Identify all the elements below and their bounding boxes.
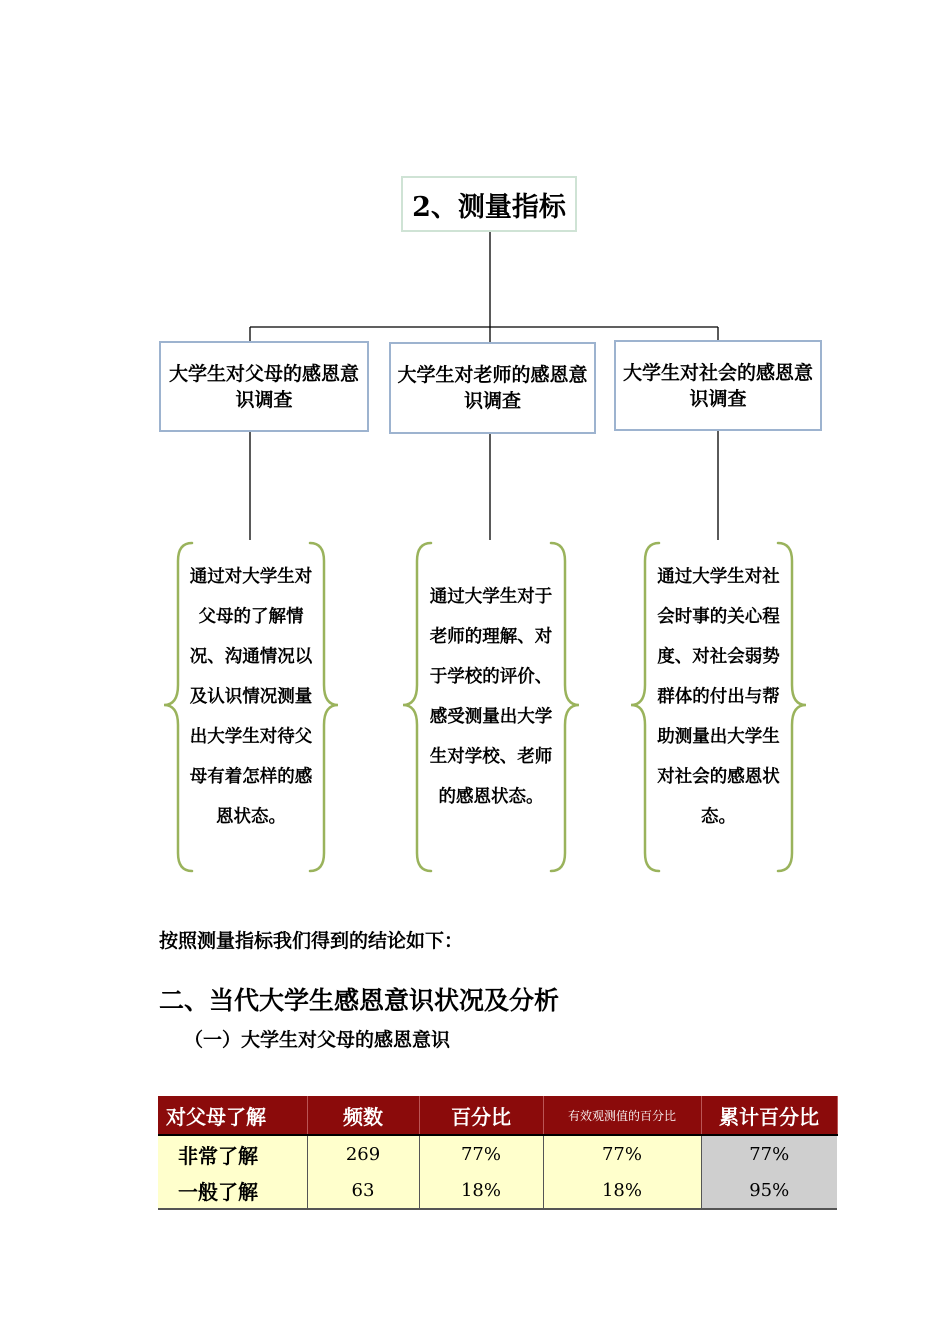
table-cell: 18% — [543, 1172, 701, 1209]
table-cell: 18% — [419, 1172, 543, 1209]
section-heading: 二、当代大学生感恩意识状况及分析 — [159, 986, 560, 1015]
table-cell: 77% — [543, 1135, 701, 1172]
description-society: 通过大学生对社会时事的关心程度、对社会弱势群体的付出与帮助测量出大学生对社会的感恩状态。 — [657, 567, 780, 827]
table-cell: 77% — [419, 1135, 543, 1172]
table-cell: 63 — [307, 1172, 419, 1209]
table-header-row — [158, 1096, 837, 1135]
header-cell: 对父母了解 — [158, 1096, 307, 1135]
table-cell: 77% — [701, 1135, 837, 1172]
category-box-teachers: 大学生对老师的感恩意识调查 — [389, 342, 596, 434]
diagram-title: 2、测量指标 — [401, 176, 577, 232]
header-cell: 有效观测值的百分比 — [543, 1096, 701, 1135]
table-row — [158, 1172, 837, 1209]
header-cell: 频数 — [307, 1096, 419, 1135]
subsection-heading: （一）大学生对父母的感恩意识 — [184, 1029, 451, 1051]
table-cell: 95% — [701, 1172, 837, 1209]
table-cell: 非常了解 — [158, 1135, 307, 1172]
frequency-table — [158, 1096, 838, 1210]
table-cell: 一般了解 — [158, 1172, 307, 1209]
category-box-society: 大学生对社会的感恩意识调查 — [614, 340, 822, 431]
description-teachers: 通过大学生对于老师的理解、对于学校的评价、感受测量出大学生对学校、老师的感恩状态。 — [429, 587, 553, 807]
category-box-parents: 大学生对父母的感恩意识调查 — [159, 341, 369, 432]
table-cell: 269 — [307, 1135, 419, 1172]
conclusion-intro: 按照测量指标我们得到的结论如下： — [159, 930, 464, 952]
header-cell: 累计百分比 — [701, 1096, 837, 1135]
description-parents: 通过对大学生对父母的了解情况、沟通情况以及认识情况测量出大学生对待父母有着怎样的感恩状态。 — [189, 567, 313, 827]
table-row — [158, 1135, 837, 1172]
connector-lines — [0, 0, 950, 560]
header-cell: 百分比 — [419, 1096, 543, 1135]
